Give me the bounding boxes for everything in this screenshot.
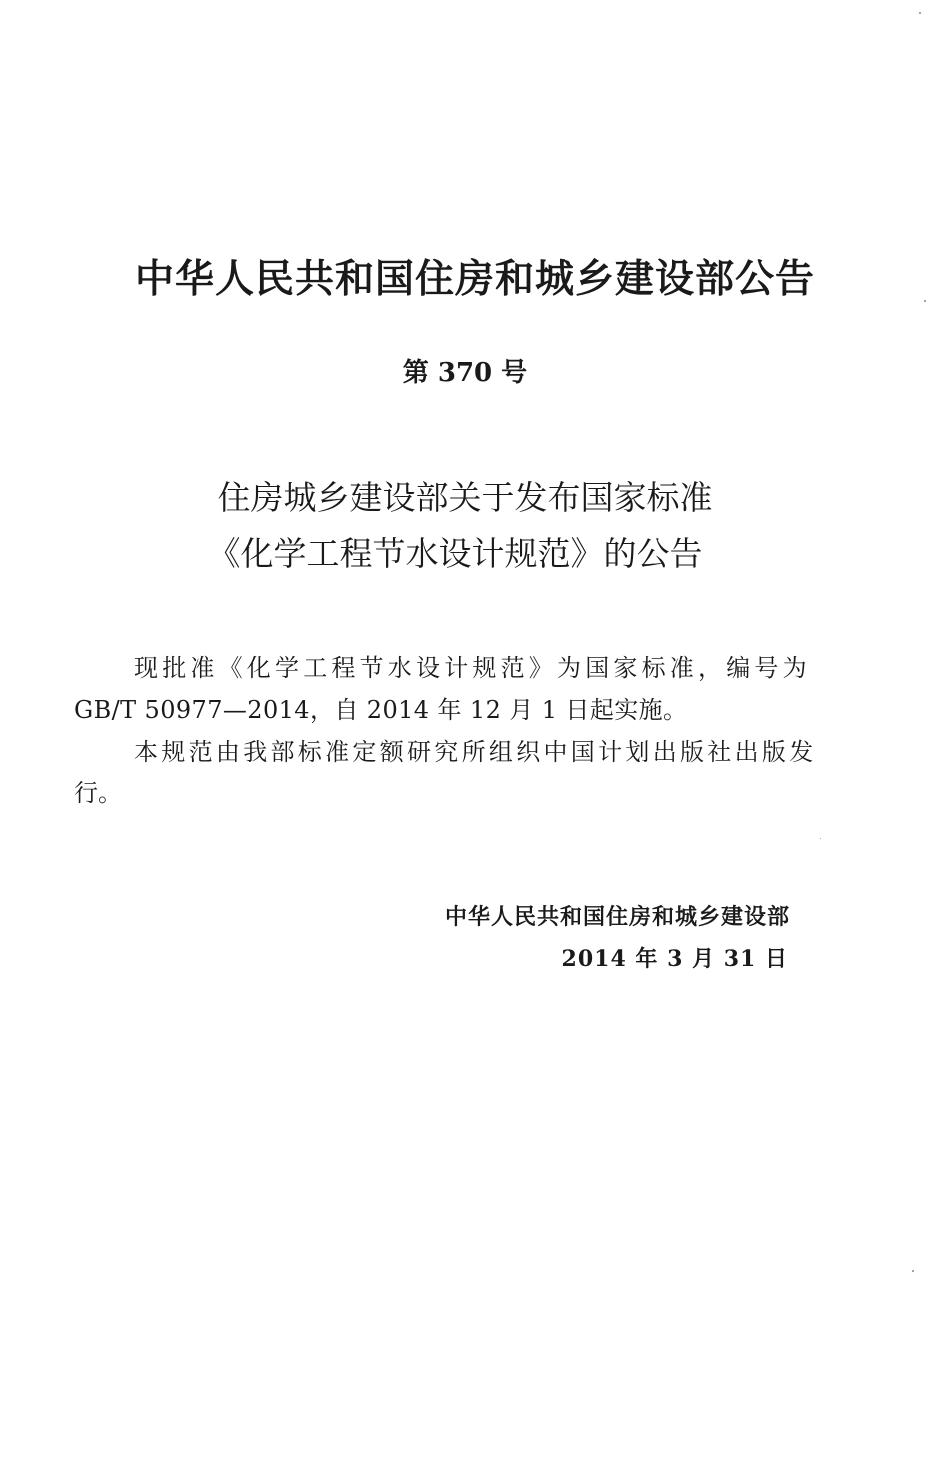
signature-date: 2014 年 3 月 31 日 <box>561 946 788 972</box>
scan-speck <box>912 1270 914 1272</box>
scan-speck <box>924 300 926 302</box>
scan-speck <box>820 838 821 839</box>
paragraph2-line1: 本规范由我部标准定额研究所组织中国计划出版社出版发 <box>134 738 817 766</box>
notice-number: 第 370 号 <box>402 358 528 388</box>
scan-speck <box>919 12 921 14</box>
notice-subtitle-line1: 住房城乡建设部关于发布国家标准 <box>217 478 713 517</box>
paragraph1-line2: GB/T 50977—2014，自 2014 年 12 月 1 日起实施。 <box>74 696 688 724</box>
paragraph1-line1: 现批准《化学工程节水设计规范》为国家标准，编号为 <box>134 654 811 682</box>
ministry-announcement-title: 中华人民共和国住房和城乡建设部公告 <box>134 257 815 302</box>
paragraph2-line2: 行。 <box>74 779 122 807</box>
notice-subtitle-line2: 《化学工程节水设计规范》的公告 <box>207 534 703 573</box>
signature-organization: 中华人民共和国住房和城乡建设部 <box>444 905 790 930</box>
